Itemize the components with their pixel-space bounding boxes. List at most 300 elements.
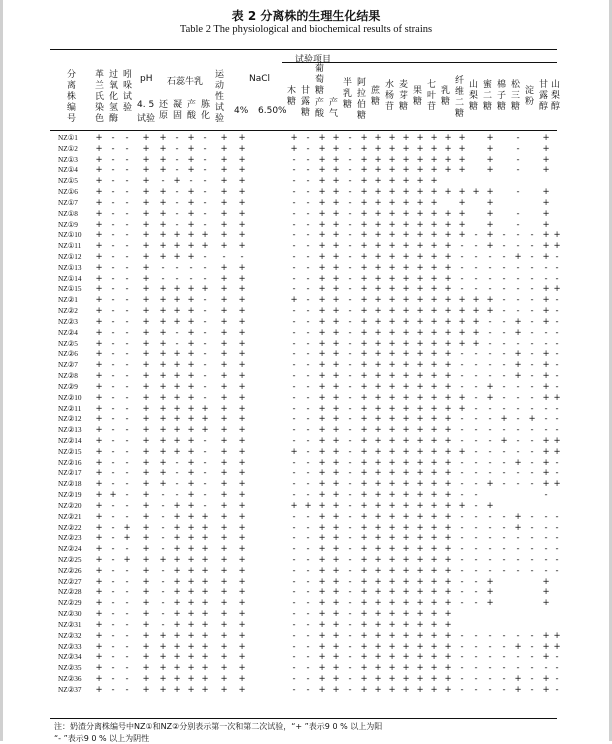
result-cell: - — [488, 327, 492, 338]
result-cell: + — [402, 371, 410, 382]
result-cell: + — [458, 197, 466, 208]
result-cell: - — [555, 511, 559, 522]
result-cell: + — [430, 587, 438, 598]
result-cell: - — [348, 197, 352, 208]
result-cell: + — [201, 511, 209, 522]
result-cell: + — [142, 273, 150, 284]
result-cell: - — [530, 446, 534, 457]
result-cell: - — [460, 252, 464, 263]
result-cell: + — [142, 565, 150, 576]
result-cell: + — [201, 544, 209, 555]
result-cell: + — [458, 208, 466, 219]
result-cell: - — [348, 576, 352, 587]
result-cell: + — [159, 674, 167, 684]
result-cell: + — [360, 468, 368, 479]
result-cell: - — [125, 143, 129, 154]
result-cell: + — [173, 554, 181, 565]
result-cell: + — [388, 641, 396, 652]
result-cell: + — [95, 349, 103, 360]
result-cell: + — [514, 457, 522, 468]
result-cell: - — [125, 338, 129, 349]
result-cell: + — [95, 619, 103, 630]
result-cell: - — [516, 306, 520, 317]
result-cell: + — [187, 381, 195, 392]
result-cell: - — [502, 306, 506, 317]
result-cell: - — [502, 468, 506, 479]
result-cell: + — [374, 663, 382, 674]
result-cell: + — [416, 187, 424, 198]
result-cell: + — [187, 371, 195, 382]
result-cell: + — [95, 371, 103, 382]
result-cell: + — [374, 457, 382, 468]
result-cell: + — [444, 576, 452, 587]
result-cell: + — [142, 674, 150, 684]
result-cell: + — [458, 338, 466, 349]
result-cell: + — [416, 241, 424, 252]
result-cell: + — [486, 587, 494, 598]
result-cell: - — [530, 381, 534, 392]
result-cell: + — [542, 349, 550, 360]
result-cell: + — [142, 490, 150, 501]
result-cell: + — [201, 284, 209, 295]
result-cell: + — [430, 403, 438, 414]
result-cell: + — [360, 154, 368, 165]
result-cell: - — [292, 674, 296, 684]
result-cell: + — [374, 576, 382, 587]
result-cell: + — [187, 165, 195, 176]
result-cell: + — [95, 652, 103, 663]
result-cell: + — [159, 219, 167, 230]
result-cell: - — [555, 327, 559, 338]
result-cell: - — [292, 414, 296, 425]
result-cell: + — [318, 544, 326, 555]
result-cell: + — [332, 652, 340, 663]
result-cell: + — [95, 306, 103, 317]
result-cell: - — [555, 457, 559, 468]
result-cell: - — [516, 392, 520, 403]
result-cell: - — [306, 630, 310, 641]
result-cell: + — [514, 360, 522, 371]
result-cell: + — [444, 208, 452, 219]
row-label: NZ②1 — [58, 295, 78, 305]
result-cell: - — [516, 554, 520, 565]
result-cell: - — [161, 609, 165, 620]
result-cell: - — [516, 446, 520, 457]
result-cell: - — [474, 381, 478, 392]
result-cell: - — [544, 554, 548, 565]
result-cell: + — [201, 663, 209, 674]
result-cell: + — [388, 262, 396, 273]
result-cell: + — [542, 446, 550, 457]
table-title-en: Table 2 The physiological and biochemical results of strains — [179, 24, 433, 35]
result-cell: + — [332, 587, 340, 598]
result-cell: + — [332, 306, 340, 317]
result-cell: + — [173, 295, 181, 306]
result-cell: + — [238, 187, 246, 198]
result-cell: + — [318, 674, 326, 684]
result-cell: + — [201, 576, 209, 587]
result-cell: + — [374, 479, 382, 490]
result-cell: - — [111, 663, 115, 674]
result-cell: + — [187, 187, 195, 198]
result-cell: - — [460, 273, 464, 284]
result-cell: - — [111, 306, 115, 317]
result-cell: - — [125, 468, 129, 479]
result-cell: - — [530, 338, 534, 349]
result-cell: + — [95, 630, 103, 641]
result-cell: + — [388, 392, 396, 403]
result-cell: + — [360, 338, 368, 349]
esculin-header: 七叶苷 — [426, 80, 436, 112]
result-cell: - — [306, 619, 310, 630]
result-cell: - — [292, 392, 296, 403]
row-label: NZ②2 — [58, 306, 78, 316]
row-label: NZ①9 — [58, 219, 78, 229]
catalase-header: 过氧化氢酶 — [108, 70, 118, 124]
result-cell: + — [542, 241, 550, 252]
result-cell: - — [555, 403, 559, 414]
result-cell: + — [173, 241, 181, 252]
result-cell: + — [542, 674, 550, 684]
result-cell: + — [95, 674, 103, 684]
result-cell: - — [460, 457, 464, 468]
result-cell: - — [474, 468, 478, 479]
result-cell: + — [318, 500, 326, 511]
result-cell: + — [388, 187, 396, 198]
row-label: NZ①13 — [58, 262, 82, 272]
result-cell: + — [360, 327, 368, 338]
result-cell: - — [474, 598, 478, 609]
result-cell: + — [444, 187, 452, 198]
result-cell: - — [516, 338, 520, 349]
result-cell: - — [125, 425, 129, 436]
result-cell: + — [318, 598, 326, 609]
result-cell: - — [306, 587, 310, 598]
result-cell: - — [474, 273, 478, 284]
result-cell: - — [203, 316, 207, 327]
result-cell: - — [111, 327, 115, 338]
sorbitol-header: 山梨糖 — [468, 80, 478, 112]
result-cell: + — [187, 598, 195, 609]
result-cell: + — [416, 316, 424, 327]
result-cell: + — [173, 316, 181, 327]
result-cell: - — [555, 316, 559, 327]
result-cell: - — [292, 609, 296, 620]
result-cell: + — [458, 316, 466, 327]
sucrose-header: 蔗糖 — [370, 86, 380, 107]
result-cell: + — [416, 479, 424, 490]
result-cell: + — [444, 630, 452, 641]
result-cell: - — [306, 414, 310, 425]
result-cell: + — [187, 587, 195, 598]
result-cell: + — [360, 403, 368, 414]
result-cell: - — [460, 674, 464, 684]
result-cell: + — [402, 554, 410, 565]
result-cell: - — [488, 371, 492, 382]
result-cell: - — [544, 663, 548, 674]
result-cell: + — [332, 500, 340, 511]
result-cell: - — [555, 371, 559, 382]
result-cell: + — [388, 663, 396, 674]
result-cell: + — [220, 187, 228, 198]
result-cell: + — [444, 522, 452, 533]
result-cell: - — [474, 533, 478, 544]
result-cell: + — [173, 565, 181, 576]
result-cell: - — [460, 663, 464, 674]
result-cell: + — [173, 500, 181, 511]
result-cell: + — [95, 435, 103, 446]
sorbitol2-header: 山梨醇 — [550, 80, 560, 112]
result-cell: - — [348, 295, 352, 306]
result-cell: - — [161, 544, 165, 555]
result-cell: - — [502, 295, 506, 306]
row-label: NZ①6 — [58, 187, 78, 197]
result-cell: + — [238, 154, 246, 165]
result-cell: - — [502, 457, 506, 468]
result-cell: + — [542, 479, 550, 490]
result-cell: + — [458, 295, 466, 306]
result-cell: + — [444, 490, 452, 501]
result-cell: + — [95, 154, 103, 165]
result-cell: - — [502, 630, 506, 641]
result-cell: - — [488, 684, 492, 695]
result-cell: + — [388, 630, 396, 641]
result-cell: + — [514, 349, 522, 360]
result-cell: - — [530, 360, 534, 371]
result-cell: - — [161, 176, 165, 187]
row-label: NZ②15 — [58, 446, 82, 456]
result-cell: + — [402, 230, 410, 241]
result-cell: + — [553, 479, 561, 490]
result-cell: + — [187, 306, 195, 317]
result-cell: - — [530, 479, 534, 490]
result-cell: + — [332, 273, 340, 284]
result-cell: - — [292, 208, 296, 219]
result-cell: - — [460, 241, 464, 252]
result-cell: - — [161, 576, 165, 587]
result-cell: + — [360, 500, 368, 511]
result-cell: - — [530, 284, 534, 295]
result-cell: - — [516, 403, 520, 414]
result-cell: + — [360, 295, 368, 306]
result-cell: + — [187, 154, 195, 165]
result-cell: + — [187, 349, 195, 360]
result-cell: + — [402, 479, 410, 490]
table-title-cn: 表 2 分离株的生理生化结果 — [231, 9, 381, 23]
result-cell: + — [416, 435, 424, 446]
result-cell: + — [486, 187, 494, 198]
result-cell: + — [430, 511, 438, 522]
result-cell: + — [374, 143, 382, 154]
result-cell: + — [542, 371, 550, 382]
result-cell: - — [111, 587, 115, 598]
result-cell: - — [306, 435, 310, 446]
result-cell: - — [125, 630, 129, 641]
result-cell: - — [111, 230, 115, 241]
result-cell: + — [290, 500, 298, 511]
result-cell: + — [201, 565, 209, 576]
result-cell: - — [306, 295, 310, 306]
result-cell: - — [555, 273, 559, 284]
result-cell: - — [530, 295, 534, 306]
result-cell: + — [402, 262, 410, 273]
result-cell: - — [111, 165, 115, 176]
result-cell: - — [292, 663, 296, 674]
result-cell: + — [238, 219, 246, 230]
result-cell: + — [458, 327, 466, 338]
result-cell: - — [203, 446, 207, 457]
result-cell: + — [388, 381, 396, 392]
result-cell: - — [111, 479, 115, 490]
result-cell: - — [111, 197, 115, 208]
result-cell: + — [444, 565, 452, 576]
result-cell: + — [514, 522, 522, 533]
result-cell: + — [173, 576, 181, 587]
result-cell: - — [203, 154, 207, 165]
result-cell: + — [388, 360, 396, 371]
result-cell: + — [374, 381, 382, 392]
result-cell: + — [388, 609, 396, 620]
result-cell: + — [360, 457, 368, 468]
result-cell: - — [348, 490, 352, 501]
result-cell: + — [430, 197, 438, 208]
result-cell: - — [516, 565, 520, 576]
result-cell: + — [402, 446, 410, 457]
result-cell: + — [542, 143, 550, 154]
result-cell: + — [220, 674, 228, 684]
result-cell: - — [203, 176, 207, 187]
result-cell: - — [488, 252, 492, 263]
result-cell: + — [444, 143, 452, 154]
result-cell: + — [220, 544, 228, 555]
result-cell: + — [318, 414, 326, 425]
result-cell: + — [360, 208, 368, 219]
result-cell: + — [388, 349, 396, 360]
result-cell: - — [348, 511, 352, 522]
result-cell: + — [187, 316, 195, 327]
result-cell: + — [332, 371, 340, 382]
result-cell: - — [348, 241, 352, 252]
result-cell: + — [360, 446, 368, 457]
result-cell: - — [306, 468, 310, 479]
result-cell: + — [201, 674, 209, 684]
row-label: NZ②33 — [58, 641, 82, 651]
result-cell: + — [416, 154, 424, 165]
result-cell: + — [416, 403, 424, 414]
result-cell: + — [95, 360, 103, 371]
result-cell: + — [332, 165, 340, 176]
result-cell: + — [444, 641, 452, 652]
result-cell: - — [175, 327, 179, 338]
result-cell: + — [388, 295, 396, 306]
result-cell: - — [111, 295, 115, 306]
row-label: NZ①14 — [58, 273, 82, 283]
result-cell: - — [516, 187, 520, 198]
result-cell: + — [444, 674, 452, 684]
result-cell: + — [430, 306, 438, 317]
result-cell: - — [189, 273, 193, 284]
result-cell: + — [238, 403, 246, 414]
result-cell: + — [402, 252, 410, 263]
result-cell: + — [220, 598, 228, 609]
result-cell: - — [530, 230, 534, 241]
result-cell: - — [530, 544, 534, 555]
result-cell: + — [430, 219, 438, 230]
result-cell: + — [318, 587, 326, 598]
result-cell: + — [430, 619, 438, 630]
result-cell: - — [175, 154, 179, 165]
result-cell: - — [125, 241, 129, 252]
result-cell: - — [348, 230, 352, 241]
result-cell: + — [360, 392, 368, 403]
result-cell: + — [173, 446, 181, 457]
result-cell: + — [332, 327, 340, 338]
result-cell: + — [416, 273, 424, 284]
result-cell: + — [332, 197, 340, 208]
result-cell: - — [222, 252, 226, 263]
result-cell: - — [306, 143, 310, 154]
result-cell: + — [318, 187, 326, 198]
result-cell: + — [416, 425, 424, 436]
result-cell: - — [516, 533, 520, 544]
result-cell: + — [360, 197, 368, 208]
result-cell: - — [460, 435, 464, 446]
result-cell: + — [472, 338, 480, 349]
result-cell: - — [125, 327, 129, 338]
result-cell: + — [220, 143, 228, 154]
result-cell: + — [238, 306, 246, 317]
result-cell: + — [458, 392, 466, 403]
result-cell: + — [472, 327, 480, 338]
result-cell: - — [460, 425, 464, 436]
result-cell: - — [474, 392, 478, 403]
result-cell: + — [159, 554, 167, 565]
result-cell: + — [542, 154, 550, 165]
result-cell: + — [220, 414, 228, 425]
result-cell: + — [360, 187, 368, 198]
result-cell: + — [374, 674, 382, 684]
result-cell: + — [142, 425, 150, 436]
result-cell: + — [142, 500, 150, 511]
result-cell: + — [187, 609, 195, 620]
result-cell: - — [306, 165, 310, 176]
result-cell: + — [360, 511, 368, 522]
result-cell: + — [95, 143, 103, 154]
result-cell: + — [159, 425, 167, 436]
result-cell: + — [402, 327, 410, 338]
result-cell: + — [388, 554, 396, 565]
result-cell: - — [125, 663, 129, 674]
result-cell: - — [488, 468, 492, 479]
result-cell: + — [332, 630, 340, 641]
result-cell: + — [360, 587, 368, 598]
result-cell: - — [306, 241, 310, 252]
row-label: NZ②32 — [58, 630, 82, 640]
result-cell: + — [238, 630, 246, 641]
result-cell: - — [203, 295, 207, 306]
result-cell: - — [306, 349, 310, 360]
result-cell: + — [95, 490, 103, 501]
row-label: NZ②25 — [58, 554, 82, 564]
result-cell: + — [142, 176, 150, 187]
result-cell: + — [332, 316, 340, 327]
row-label: NZ①5 — [58, 176, 78, 186]
result-cell: + — [95, 252, 103, 263]
result-cell: + — [332, 490, 340, 501]
result-cell: - — [530, 554, 534, 565]
result-cell: - — [460, 284, 464, 295]
result-cell: - — [292, 457, 296, 468]
